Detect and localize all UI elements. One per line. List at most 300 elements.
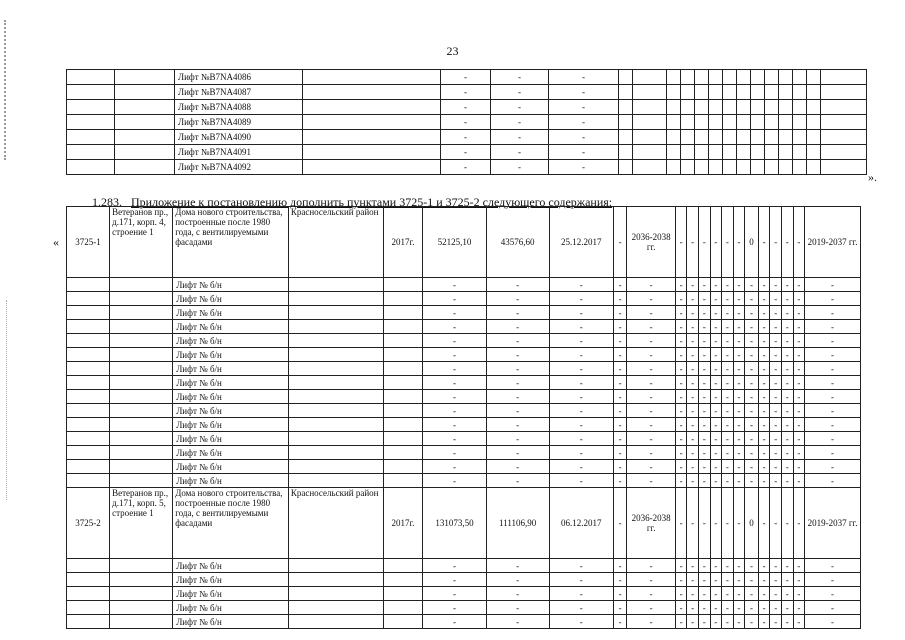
dash-cell: - — [687, 390, 699, 404]
dash-cell: - — [627, 320, 675, 334]
dash-cell: - — [698, 446, 710, 460]
table-cell — [110, 334, 173, 348]
dash-cell: - — [733, 601, 745, 615]
dash-cell: - — [687, 587, 699, 601]
table-cell — [288, 559, 383, 573]
table-cell — [110, 573, 173, 587]
dash-cell: - — [710, 601, 722, 615]
table-cell — [793, 130, 807, 145]
dash-cell: - — [441, 115, 491, 130]
dash-cell: - — [627, 334, 675, 348]
table-cell — [383, 460, 423, 474]
dash-cell: - — [698, 573, 710, 587]
table-cell — [779, 160, 793, 175]
entry-period: 2036-2038 гг. — [627, 488, 675, 559]
entry-id: 3725-1 — [67, 207, 110, 278]
table-cell — [765, 145, 779, 160]
dash-cell: - — [758, 320, 770, 334]
dash-cell: - — [613, 320, 627, 334]
table-cell — [110, 418, 173, 432]
dash-cell: - — [698, 559, 710, 573]
dash-cell: - — [486, 587, 549, 601]
table-cell — [288, 376, 383, 390]
table-cell — [619, 70, 633, 85]
dash-cell: - — [613, 615, 627, 629]
dash-cell: - — [722, 432, 734, 446]
dash-cell: - — [793, 474, 805, 488]
dash-cell: - — [613, 390, 627, 404]
dash-cell: - — [613, 404, 627, 418]
dash-cell: - — [698, 292, 710, 306]
table-cell — [110, 404, 173, 418]
dash-cell: - — [745, 615, 759, 629]
lift-row — [67, 460, 861, 474]
dash-cell: - — [698, 601, 710, 615]
table-cell — [619, 130, 633, 145]
dash-cell: - — [698, 362, 710, 376]
table-cell — [765, 130, 779, 145]
table-row — [67, 70, 867, 85]
table-cell — [288, 292, 383, 306]
dash-cell: - — [745, 559, 759, 573]
dash-cell: - — [613, 207, 627, 278]
dash-cell: - — [687, 446, 699, 460]
dash-cell: - — [781, 573, 793, 587]
dash-cell: - — [805, 292, 861, 306]
dash-cell: - — [549, 348, 613, 362]
dash-cell: - — [722, 601, 734, 615]
table-cell — [67, 474, 110, 488]
dash-cell: - — [613, 474, 627, 488]
dash-cell: - — [722, 348, 734, 362]
table-cell — [807, 160, 821, 175]
dash-cell: - — [613, 362, 627, 376]
table-cell — [383, 601, 423, 615]
lift-name: Лифт №В7NA4088 — [175, 100, 303, 115]
dash-cell: - — [770, 334, 782, 348]
dash-cell: - — [486, 418, 549, 432]
dash-cell: - — [733, 559, 745, 573]
dash-cell: - — [770, 573, 782, 587]
dash-cell: - — [805, 418, 861, 432]
dash-cell: - — [491, 115, 549, 130]
table-cell — [67, 615, 110, 629]
dash-cell: - — [758, 446, 770, 460]
table-cell — [779, 130, 793, 145]
dash-cell: - — [722, 278, 734, 292]
entry-year: 2017г. — [383, 488, 423, 559]
table-cell — [667, 145, 681, 160]
table-cell — [709, 130, 723, 145]
table-cell — [67, 559, 110, 573]
dash-cell: - — [733, 320, 745, 334]
dash-cell: - — [549, 320, 613, 334]
dash-cell: - — [781, 615, 793, 629]
table-cell — [619, 115, 633, 130]
table-cell — [737, 70, 751, 85]
dash-cell: - — [770, 418, 782, 432]
dash-cell: - — [698, 334, 710, 348]
dash-cell: - — [710, 278, 722, 292]
dash-cell: - — [781, 390, 793, 404]
table-cell — [821, 85, 867, 100]
entry-building-type: Дома нового строительства, построенные после 1980 года, с вентилируемыми фасадами — [173, 488, 289, 559]
table-cell — [383, 376, 423, 390]
dash-cell: - — [613, 418, 627, 432]
dash-cell: - — [793, 334, 805, 348]
table-cell — [67, 320, 110, 334]
lift-name: Лифт № б/н — [173, 362, 289, 376]
dash-cell: - — [758, 348, 770, 362]
dash-cell: - — [793, 306, 805, 320]
dash-cell: - — [441, 85, 491, 100]
dash-cell: - — [733, 460, 745, 474]
table-cell — [765, 70, 779, 85]
dash-cell: - — [627, 418, 675, 432]
lift-row — [67, 306, 861, 320]
dash-cell: - — [805, 432, 861, 446]
dash-cell: - — [733, 390, 745, 404]
dash-cell: - — [491, 100, 549, 115]
dash-cell: - — [687, 418, 699, 432]
dash-cell: - — [549, 404, 613, 418]
dash-cell: - — [745, 460, 759, 474]
dash-cell: - — [793, 460, 805, 474]
dash-cell: - — [770, 390, 782, 404]
dash-cell: - — [758, 432, 770, 446]
dash-cell: - — [745, 390, 759, 404]
dash-cell: - — [423, 362, 486, 376]
table-cell — [67, 278, 110, 292]
table-cell — [793, 70, 807, 85]
table-cell — [821, 70, 867, 85]
lift-name: Лифт №В7NA4092 — [175, 160, 303, 175]
dash-cell: - — [770, 362, 782, 376]
dash-cell: - — [793, 376, 805, 390]
lift-name: Лифт № б/н — [173, 587, 289, 601]
dash-cell: - — [758, 460, 770, 474]
dash-cell: - — [486, 362, 549, 376]
dash-cell: - — [627, 615, 675, 629]
table-cell — [288, 278, 383, 292]
table-cell — [288, 474, 383, 488]
table-cell — [667, 115, 681, 130]
dash-cell: - — [710, 362, 722, 376]
table-cell — [67, 573, 110, 587]
dash-cell: - — [675, 488, 687, 559]
dash-cell: - — [722, 474, 734, 488]
dash-cell: - — [549, 292, 613, 306]
entry-area-total: 131073,50 — [423, 488, 486, 559]
table-cell — [723, 70, 737, 85]
table-cell — [288, 432, 383, 446]
table-cell — [695, 115, 709, 130]
table-cell — [709, 145, 723, 160]
table-cell — [793, 145, 807, 160]
table-cell — [821, 130, 867, 145]
dash-cell: - — [687, 320, 699, 334]
section-number: 1.283. — [92, 195, 122, 209]
dash-cell: - — [793, 404, 805, 418]
register-table — [66, 206, 861, 629]
table-cell — [110, 376, 173, 390]
dash-cell: - — [549, 362, 613, 376]
entry-year: 2017г. — [383, 207, 423, 278]
dash-cell: - — [486, 474, 549, 488]
table-cell — [67, 418, 110, 432]
dash-cell: - — [745, 573, 759, 587]
dash-cell: - — [758, 559, 770, 573]
dash-cell: - — [687, 615, 699, 629]
dash-cell: - — [423, 348, 486, 362]
dash-cell: - — [758, 587, 770, 601]
entry-row — [67, 488, 861, 559]
dash-cell: - — [698, 390, 710, 404]
dash-cell: - — [770, 615, 782, 629]
dash-cell: - — [486, 348, 549, 362]
table-cell — [821, 100, 867, 115]
dash-cell: - — [805, 601, 861, 615]
entry-row — [67, 207, 861, 278]
dash-cell: - — [781, 474, 793, 488]
dash-cell: - — [793, 573, 805, 587]
dash-cell: - — [805, 390, 861, 404]
table-cell — [115, 130, 175, 145]
dash-cell: - — [613, 292, 627, 306]
dash-cell: - — [793, 446, 805, 460]
binding-edge-mark — [6, 300, 9, 500]
table-cell — [383, 446, 423, 460]
dash-cell: - — [613, 446, 627, 460]
dash-cell: - — [486, 573, 549, 587]
dash-cell: - — [781, 292, 793, 306]
table-cell — [288, 348, 383, 362]
table-cell — [303, 85, 441, 100]
table-cell — [709, 115, 723, 130]
dash-cell: - — [770, 404, 782, 418]
table-cell — [779, 115, 793, 130]
dash-cell: - — [687, 348, 699, 362]
dash-cell: - — [733, 418, 745, 432]
dash-cell: - — [627, 390, 675, 404]
table-cell — [67, 160, 115, 175]
lift-name: Лифт № б/н — [173, 292, 289, 306]
table-cell — [633, 160, 667, 175]
table-cell — [751, 85, 765, 100]
dash-cell: - — [722, 320, 734, 334]
dash-cell: - — [675, 348, 687, 362]
dash-cell: - — [733, 432, 745, 446]
table-cell — [383, 292, 423, 306]
dash-cell: - — [613, 334, 627, 348]
table-cell — [751, 100, 765, 115]
dash-cell: - — [722, 390, 734, 404]
lift-row — [67, 418, 861, 432]
dash-cell: - — [733, 334, 745, 348]
table-cell — [737, 130, 751, 145]
dash-cell: - — [770, 587, 782, 601]
dash-cell: - — [758, 404, 770, 418]
lift-name: Лифт №В7NA4087 — [175, 85, 303, 100]
table-cell — [619, 100, 633, 115]
table-cell — [67, 362, 110, 376]
dash-cell: - — [770, 292, 782, 306]
table-cell — [115, 100, 175, 115]
table-cell — [288, 320, 383, 334]
dash-cell: - — [710, 207, 722, 278]
table-cell — [751, 130, 765, 145]
dash-cell: - — [549, 70, 619, 85]
dash-cell: - — [549, 278, 613, 292]
dash-cell: - — [423, 460, 486, 474]
dash-cell: - — [793, 559, 805, 573]
dash-cell: - — [733, 278, 745, 292]
dash-cell: - — [491, 160, 549, 175]
dash-cell: - — [491, 145, 549, 160]
table-cell — [67, 334, 110, 348]
dash-cell: - — [758, 306, 770, 320]
entry-address: Ветеранов пр., д.171, корп. 4, строение 1 — [110, 207, 173, 278]
dash-cell: - — [758, 362, 770, 376]
table-cell — [695, 70, 709, 85]
table-cell — [110, 460, 173, 474]
entry-address: Ветеранов пр., д.171, корп. 5, строение 1 — [110, 488, 173, 559]
table-cell — [383, 278, 423, 292]
dash-cell: - — [675, 601, 687, 615]
dash-cell: - — [687, 404, 699, 418]
dash-cell: - — [710, 587, 722, 601]
dash-cell: - — [793, 362, 805, 376]
dash-cell: - — [441, 160, 491, 175]
dash-cell: - — [781, 559, 793, 573]
dash-cell: - — [549, 160, 619, 175]
dash-cell: - — [770, 460, 782, 474]
dash-cell: - — [627, 362, 675, 376]
table-cell — [288, 404, 383, 418]
dash-cell: - — [781, 376, 793, 390]
dash-cell: - — [805, 559, 861, 573]
dash-cell: - — [613, 573, 627, 587]
table-cell — [383, 390, 423, 404]
dash-cell: - — [491, 70, 549, 85]
dash-cell: - — [710, 559, 722, 573]
lift-name: Лифт № б/н — [173, 615, 289, 629]
entry-area-living: 43576,60 — [486, 207, 549, 278]
dash-cell: - — [698, 587, 710, 601]
dash-cell: - — [722, 559, 734, 573]
dash-cell: - — [805, 306, 861, 320]
dash-cell: - — [423, 432, 486, 446]
dash-cell: - — [675, 418, 687, 432]
table-cell — [765, 100, 779, 115]
dash-cell: - — [805, 362, 861, 376]
dash-cell: - — [613, 432, 627, 446]
table-cell — [67, 348, 110, 362]
table-cell — [695, 85, 709, 100]
dash-cell: - — [781, 207, 793, 278]
dash-cell: - — [781, 348, 793, 362]
dash-cell: - — [549, 130, 619, 145]
table-cell — [737, 100, 751, 115]
dash-cell: - — [722, 573, 734, 587]
continuation-table — [66, 69, 867, 175]
dash-cell: - — [793, 418, 805, 432]
table-cell — [807, 100, 821, 115]
dash-cell: - — [486, 460, 549, 474]
dash-cell: - — [675, 404, 687, 418]
table-cell — [383, 320, 423, 334]
table-cell — [383, 587, 423, 601]
table-cell — [288, 601, 383, 615]
dash-cell: - — [423, 278, 486, 292]
table-cell — [821, 145, 867, 160]
table-cell — [709, 100, 723, 115]
table-cell — [110, 292, 173, 306]
table-cell — [633, 115, 667, 130]
dash-cell: - — [423, 306, 486, 320]
lift-name: Лифт № б/н — [173, 334, 289, 348]
lift-name: Лифт № б/н — [173, 446, 289, 460]
table-cell — [779, 70, 793, 85]
dash-cell: - — [770, 207, 782, 278]
dash-cell: - — [722, 207, 734, 278]
binding-edge-mark — [4, 20, 9, 160]
table-cell — [807, 85, 821, 100]
table-cell — [793, 100, 807, 115]
dash-cell: - — [758, 278, 770, 292]
table-cell — [681, 85, 695, 100]
table-cell — [667, 100, 681, 115]
dash-cell: - — [627, 601, 675, 615]
table-cell — [667, 130, 681, 145]
dash-cell: - — [722, 306, 734, 320]
dash-cell: - — [758, 601, 770, 615]
table-cell — [383, 334, 423, 348]
dash-cell: - — [781, 320, 793, 334]
table-cell — [115, 115, 175, 130]
lift-row — [67, 446, 861, 460]
dash-cell: - — [770, 601, 782, 615]
dash-cell: - — [745, 292, 759, 306]
table-cell — [681, 160, 695, 175]
dash-cell: - — [758, 573, 770, 587]
table-cell — [383, 418, 423, 432]
table-cell — [288, 573, 383, 587]
dash-cell: - — [770, 488, 782, 559]
lift-row — [67, 320, 861, 334]
dash-cell: - — [549, 100, 619, 115]
dash-cell: - — [423, 573, 486, 587]
dash-cell: - — [793, 320, 805, 334]
dash-cell: - — [710, 390, 722, 404]
table-cell — [793, 85, 807, 100]
dash-cell: - — [486, 559, 549, 573]
dash-cell: - — [722, 376, 734, 390]
table-cell — [695, 160, 709, 175]
table-cell — [723, 145, 737, 160]
dash-cell: - — [781, 404, 793, 418]
dash-cell: - — [675, 573, 687, 587]
dash-cell: - — [781, 601, 793, 615]
dash-cell: - — [745, 306, 759, 320]
dash-cell: - — [758, 207, 770, 278]
dash-cell: - — [745, 418, 759, 432]
table-cell — [619, 160, 633, 175]
lift-name: Лифт № б/н — [173, 418, 289, 432]
dash-cell: - — [613, 460, 627, 474]
dash-cell: - — [423, 390, 486, 404]
table-cell — [383, 615, 423, 629]
